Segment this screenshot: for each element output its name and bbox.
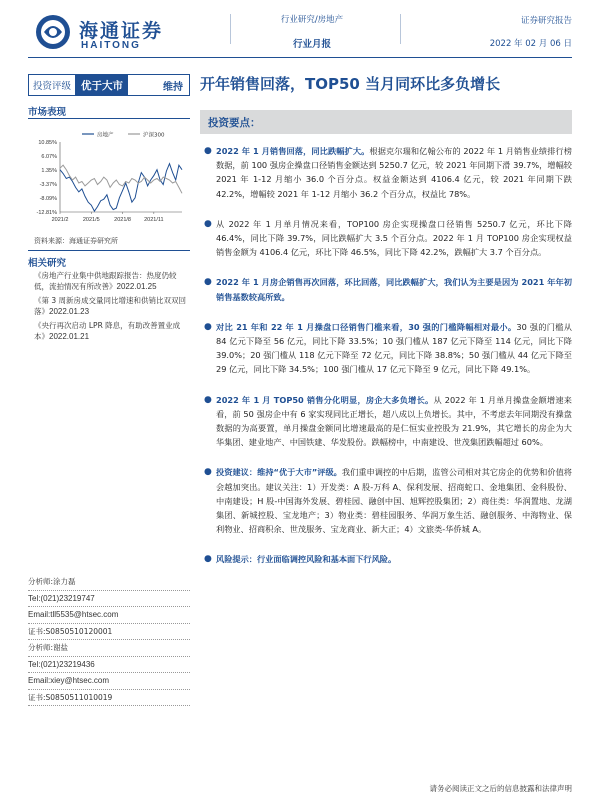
chart-source: 资料来源：海通证券研究所 (34, 237, 118, 245)
analyst-name: 分析师:涂力磊 (28, 574, 190, 591)
key-points-title: 投资要点： (208, 117, 261, 129)
analyst-contacts (28, 574, 190, 706)
key-point-paragraph: ● 从 2022 年 1 月单月情况来看，TOP100 房企实现操盘口径销售 5250.7 亿元，环比下降 46.4%，同比下降 39.7%，同比跌幅扩大 3.5 个百分点。2022 年 1 月 TOP100 房企实现权益销售金额为 4106.4 亿元，环比下降 46.5%，同比下降 42.2%，跌幅扩大 3.7 个百分点。 (204, 218, 572, 258)
report-title: 开年销售回落，TOP50 当月同环比多负增长 (200, 75, 501, 93)
y-tick-label: -3.37% (39, 182, 57, 189)
company-logo (35, 14, 185, 54)
rating-status: 维持 (163, 81, 183, 93)
analyst-cert: 证书:S0850511010019 (28, 690, 190, 707)
x-tick-label: 2021/11 (144, 217, 164, 223)
y-tick-label: 10.85% (38, 140, 57, 146)
bullet-icon: ● (204, 394, 212, 405)
section-rule (28, 118, 190, 119)
bullet-icon: ● (204, 277, 212, 288)
haitong-logo-icon (35, 14, 71, 50)
key-point-paragraph: ● 2022 年 1 月房企销售再次回落，环比回落，同比跌幅扩大，我们认为主要是因为 2021 年年初销售基数较高所致。 (204, 277, 572, 302)
logo-english-name: HAITONG (81, 40, 141, 51)
related-report-item[interactable]: 《房地产行业集中供地跟踪报告：热度仍较低，流拍情况有所改善》2022.01.25 (34, 271, 177, 291)
analyst-cert: 证书:S0850510120001 (28, 624, 190, 641)
section-rule (28, 250, 190, 251)
report-type-label: 行业月报 (292, 39, 331, 50)
analyst-tel: Tel:(021)23219436 (28, 657, 190, 674)
doc-type-label: 证券研究报告 (520, 16, 572, 26)
header-meta (490, 14, 572, 49)
header-divider (400, 14, 401, 44)
y-tick-label: 6.07% (41, 154, 57, 161)
x-tick-label: 2021/5 (82, 217, 100, 223)
y-tick-label: -8.09% (39, 196, 57, 203)
x-tick-label: 2021/8 (114, 217, 131, 223)
related-report-item[interactable]: 《第 3 周新房成交量同比增速和供销比双双回落》2022.01.23 (34, 296, 187, 316)
analyst-email[interactable]: Email:xiey@htsec.com (28, 673, 190, 690)
disclaimer-footer: 请务必阅读正文之后的信息披露和法律声明 (429, 784, 572, 793)
header-category (262, 14, 362, 50)
related-section-title: 相关研究 (28, 258, 67, 269)
key-point-paragraph: ● 2022 年 1 月销售回落，同比跌幅扩大。根据克尔瑞和亿翰公布的 2022 年 1 月销售业绩排行榜数据，前 100 强房企操盘口径销售金额达到 5250.7 亿元，较 2021 年同期下滑 39.7%，增幅较 2021 年 1-12 月缩小 36.0 个百分点。权益金额达到 4106.4 亿元，较 2021 年同期下跌 42.2%，增幅较 2021 年 1-12 月缩小 36.2 个百分点，权益比 78%。 (204, 146, 572, 199)
x-tick-label: 2021/2 (51, 217, 69, 223)
logo-chinese-name: 海通证券 (79, 20, 164, 42)
analyst-email[interactable]: Email:tll5535@htsec.com (28, 607, 190, 624)
rating-value: 优于大市 (76, 75, 128, 95)
key-point-paragraph: ● 投资建议：维持“优于大市”评级。我们重申调控的中后期，监管公司相对其它房企的优势和价值将会越加突出。建议关注：1）开发类：A 股-万科 A、保利发展、招商蛇口、金地集团、金科股份、中南建设；H 股-中国海外发展、碧桂园、融创中国、旭辉控股集团；2）商住类：华润置地、龙湖集团、新城控股、宝龙地产；3）物业类：碧桂园服务、华润万象生活、融创服务、中海物业、保利物业、招商积余、世茂服务、宝龙商业、新大正；4）文旅类-华侨城 A。 (204, 467, 572, 535)
analyst-name: 分析师:谢盐 (28, 640, 190, 657)
related-report-item[interactable]: 《央行再次启动 LPR 降息，有助改善置业成本》2022.01.21 (34, 321, 181, 341)
header-rule (28, 57, 572, 58)
market-performance-chart (30, 128, 190, 226)
key-points-header (200, 110, 572, 134)
rating-box (28, 74, 190, 96)
related-reports-list (34, 270, 190, 345)
header-divider (230, 14, 231, 44)
bullet-icon: ● (204, 467, 212, 478)
key-point-paragraph: ● 2022 年 1 月 TOP50 销售分化明显，房企大多负增长。从 2022 年 1 月单月操盘金额增速来看，前 50 强房企中有 6 家实现同比正增长，超八成以上负增长。其中，不考虑去年同期没有操盘数据的为高要置，单月操盘金额同比增速最高的是仁恒实业控股为 21.9%，其它增长的房企为大华集团、建业地产、中国铁建、华发股份。跌幅榜中，中南建设、世茂集团跌幅超过 60%。 (204, 394, 572, 448)
bullet-icon: ● (204, 554, 212, 565)
series-line (60, 164, 182, 211)
y-tick-label: -12.81% (36, 210, 57, 216)
analyst-tel: Tel:(021)23219747 (28, 591, 190, 608)
report-date: 2022 年 02 月 06 日 (489, 39, 572, 49)
key-point-paragraph: ● 对比 21 年和 22 年 1 月操盘口径销售门槛来看，30 强的门槛降幅相对最小。30 强的门槛从 84 亿元下降至 56 亿元，同比下降 33.5%；10 强门槛从 187 亿元下降至 114 亿元，同比下降 39.0%；20 强门槛从 118 亿元下降至 72 亿元，同比下降 38.8%；50 强门槛从 44 亿元下降至 29 亿元，同比下降 34.5%；100 强门槛从 17 亿元下降至 9 亿元，同比下降 49.1%。 (204, 321, 572, 375)
legend-label: 沪深300 (143, 132, 165, 139)
bullet-icon: ● (204, 218, 212, 229)
rating-label: 投资评级 (29, 75, 76, 95)
market-section-title: 市场表现 (28, 107, 67, 118)
bullet-icon: ● (204, 321, 212, 332)
industry-label: 行业研究/房地产 (280, 15, 344, 25)
legend-label: 房地产 (97, 132, 114, 139)
bullet-icon: ● (204, 146, 212, 156)
series-line (60, 165, 182, 193)
risk-paragraph: ● 风险提示：行业面临调控风险和基本面下行风险。 (200, 552, 572, 566)
report-body (200, 144, 572, 583)
y-tick-label: 1.35% (41, 168, 57, 175)
